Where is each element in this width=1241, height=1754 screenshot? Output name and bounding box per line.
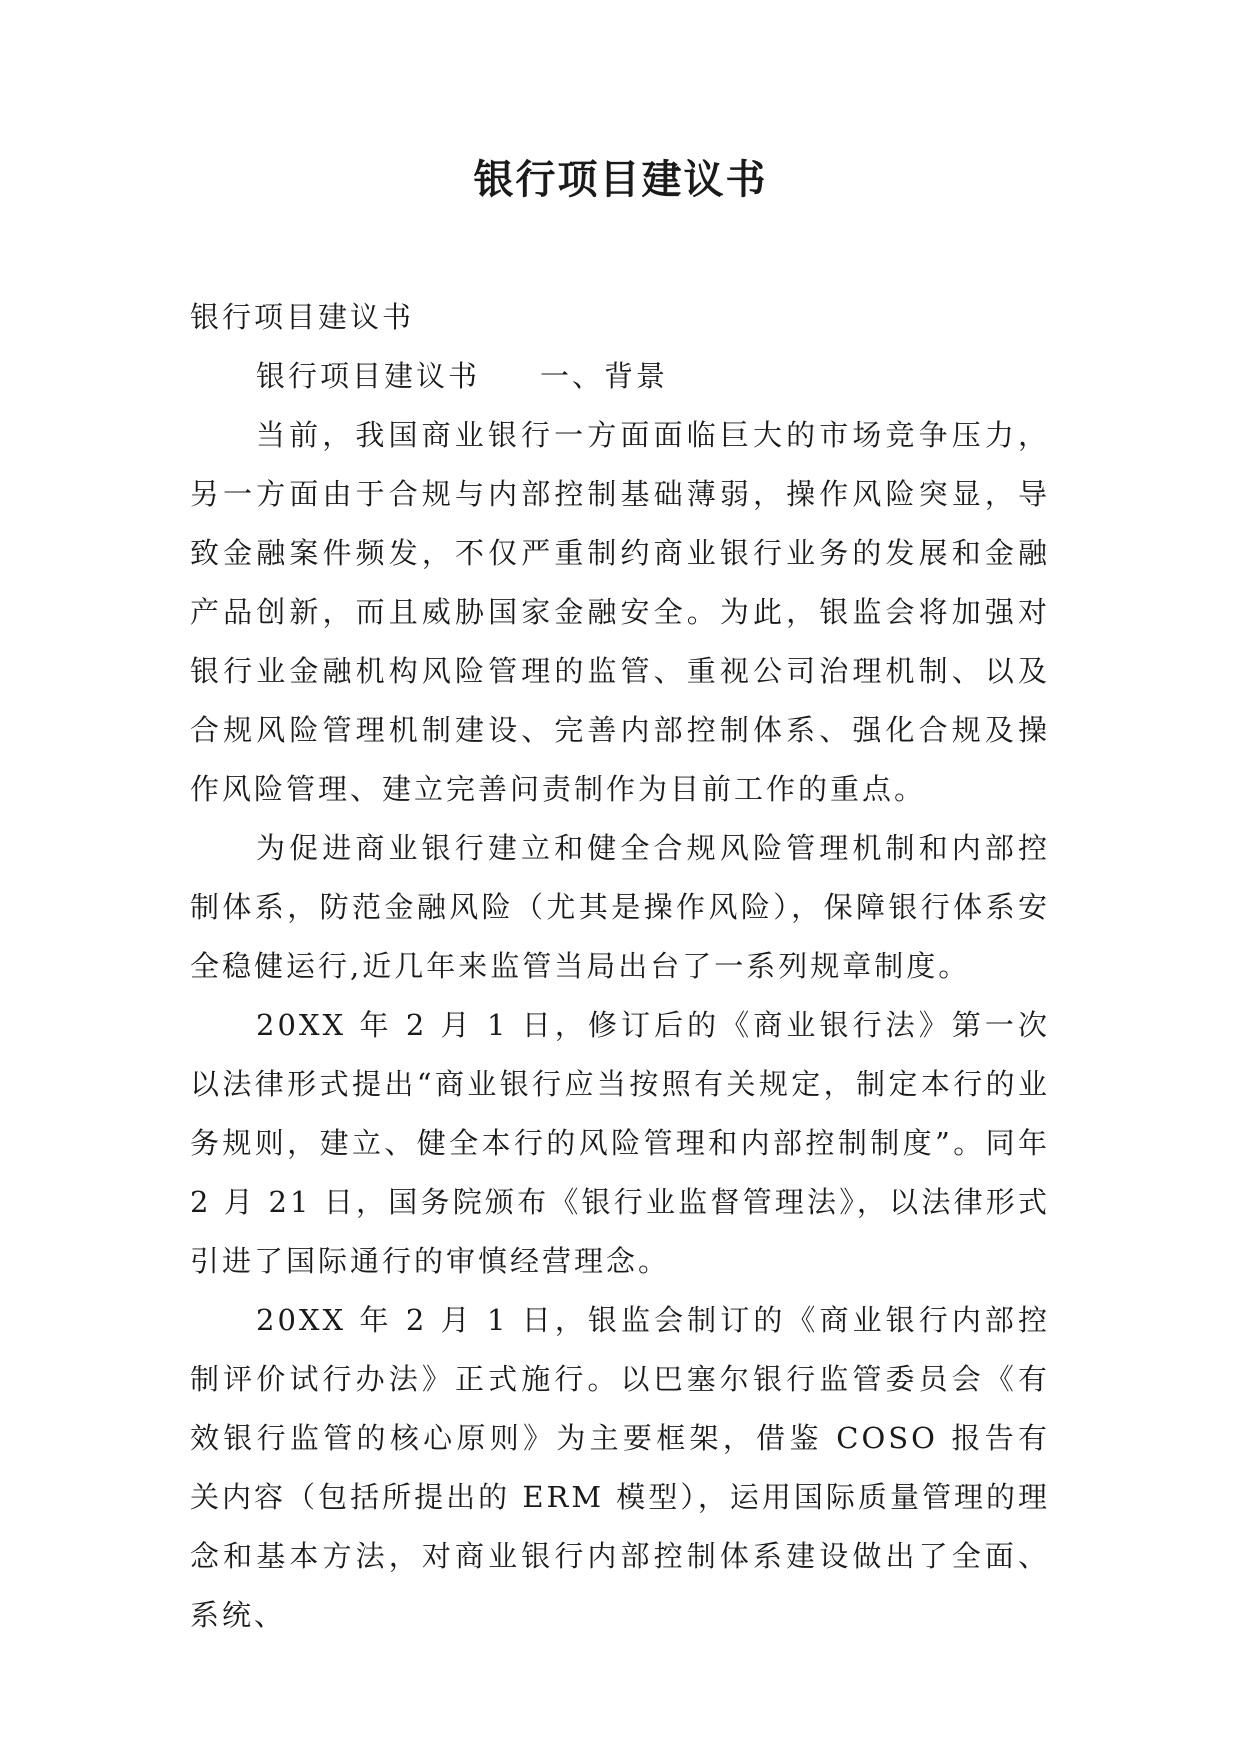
section-heading-line	[190, 347, 1050, 406]
section-heading: 一、背景	[540, 359, 669, 393]
paragraph: 20XX 年 2 月 1 日，银监会制订的《商业银行内部控制评价试行办法》正式施行。以巴塞尔银行监管委员会《有效银行监管的核心原则》为主要框架，借鉴 COSO 报告有关内容（包括所提出的 ERM 模型），运用国际质量管理的理念和基本方法，对商业银行内部控制体系建设做出了全面、系统、	[190, 1303, 1050, 1632]
document-body	[190, 288, 1050, 1645]
paragraph: 为促进商业银行建立和健全合规风险管理机制和内部控制体系，防范金融风险（尤其是操作风险），保障银行体系安全稳健运行,近几年来监管当局出台了一系列规章制度。	[190, 831, 1050, 983]
document-subtitle: 银行项目建议书	[190, 300, 415, 334]
section-lead: 银行项目建议书	[256, 359, 481, 393]
paragraph: 20XX 年 2 月 1 日，修订后的《商业银行法》第一次以法律形式提出“商业银行应当按照有关规定，制定本行的业务规则，建立、健全本行的风险管理和内部控制制度”。同年 2 月 21 日，国务院颁布《银行业监督管理法》，以法律形式引进了国际通行的审慎经营理念。	[190, 1008, 1050, 1278]
document-title: 银行项目建议书	[473, 157, 768, 203]
paragraph: 当前，我国商业银行一方面面临巨大的市场竞争压力，另一方面由于合规与内部控制基础薄弱，操作风险突显，导致金融案件频发，不仅严重制约商业银行业务的发展和金融产品创新，而且威胁国家金融安全。为此，银监会将加强对银行业金融机构风险管理的监管、重视公司治理机制、以及合规风险管理机制建设、完善内部控制体系、强化合规及操作风险管理、建立完善问责制作为目前工作的重点。	[190, 418, 1050, 806]
